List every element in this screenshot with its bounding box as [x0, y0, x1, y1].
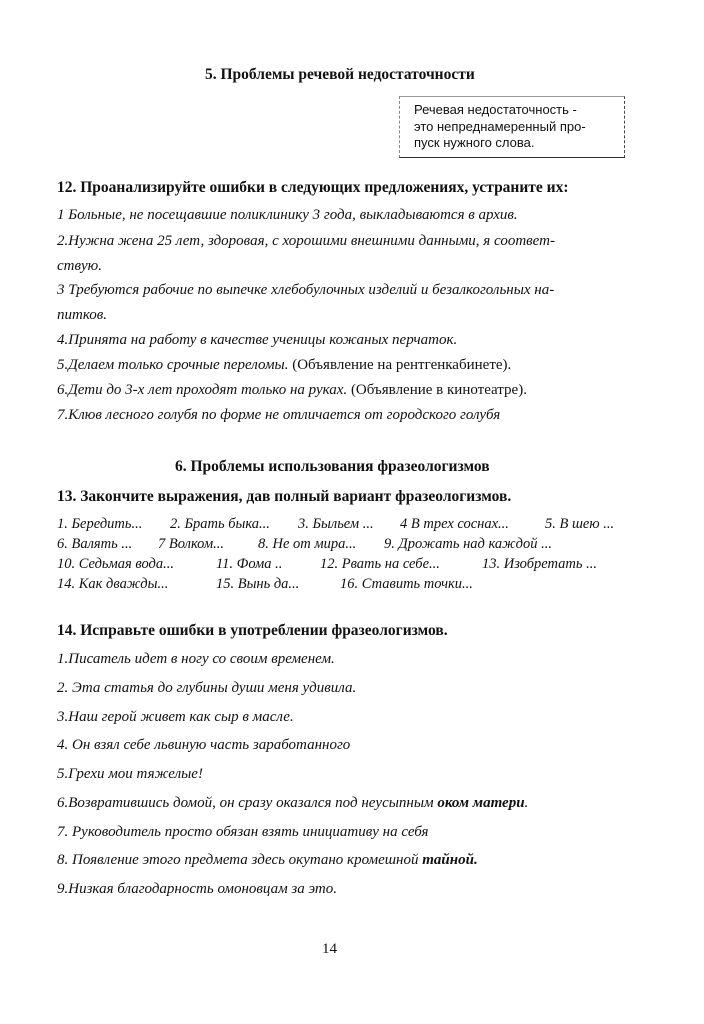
phrase-item: 9. Дрожать над каждой ...: [384, 536, 553, 552]
phrase-item: 2. Брать быка...: [170, 516, 270, 532]
phrase-item: 14. Как дважды...: [57, 576, 169, 592]
phrase-item: 10. Седьмая вода...: [57, 556, 175, 572]
exercise-12-line: ствую.: [57, 258, 102, 274]
section-title-5: 5. Проблемы речевой недостаточности: [205, 66, 475, 83]
phrase-item: 13. Изобретать ...: [482, 556, 598, 572]
phrase-item: 8. Не от мира...: [258, 536, 357, 552]
exercise-12-line: 4.Принята на работу в качестве ученицы кожаных перчаток.: [57, 332, 458, 348]
line-text: 6.Возвратившись домой, он сразу оказался под неусыпным: [57, 795, 438, 811]
phrase-item: 4 В трех соснах...: [400, 516, 509, 532]
exercise-14-line: 1.Писатель идет в ногу со своим временем.: [57, 651, 335, 667]
definition-line: Речевая недостаточность -: [414, 102, 577, 117]
line-text: 8. Появление этого предмета здесь окутано кромешной: [57, 852, 423, 868]
line-end: .: [524, 795, 529, 811]
exercise-12-line: 3 Требуются рабочие по выпечке хлебобулочных изделий и безалкогольных на-: [57, 282, 555, 298]
line-note: (Объявление в кинотеатре).: [347, 382, 527, 398]
section-title-6: 6. Проблемы использования фразеологизмов: [175, 458, 490, 475]
exercise-14-line: 5.Грехи мои тяжелые!: [57, 766, 203, 782]
phrase-item: 5. В шею ...: [545, 516, 615, 532]
exercise-12-line: 2.Нужна жена 25 лет, здоровая, с хорошими внешними данными, я соответ-: [57, 233, 555, 249]
phrase-item: 7 Волком...: [158, 536, 225, 552]
phrase-item: 6. Валять ...: [57, 536, 133, 552]
phrase-item: 12. Рвать на себе...: [320, 556, 440, 572]
exercise-12-line: [57, 382, 527, 399]
exercise-12-line: питков.: [57, 307, 108, 323]
line-note: (Объявление на рентгенкабинете).: [288, 357, 512, 373]
line-emphasis: оком матери: [437, 795, 525, 811]
exercise-12-heading: 12. Проанализируйте ошибки в следующих предложениях, устраните их:: [57, 179, 569, 196]
phrase-item: 16. Ставить точки...: [340, 576, 473, 592]
exercise-14-line: [57, 852, 478, 869]
phrase-item: 1. Бередить...: [57, 516, 143, 532]
definition-box: [399, 96, 625, 158]
exercise-14-line: 2. Эта статья до глубины души меня удивила.: [57, 680, 357, 696]
page-number: 14: [322, 941, 337, 957]
phrase-item: 15. Вынь да...: [216, 576, 300, 592]
exercise-14-line: 4. Он взял себе львиную часть заработанного: [57, 737, 351, 753]
phrase-item: 3. Быльем ...: [298, 516, 374, 532]
line-text: 6.Дети до 3-х лет проходят только на руках.: [57, 382, 348, 398]
definition-line: пуск нужного слова.: [414, 135, 535, 150]
definition-line: это непреднамеренный про-: [414, 118, 586, 134]
line-emphasis: тайной.: [422, 852, 478, 868]
exercise-12-line: [57, 357, 511, 374]
exercise-14-line: [57, 795, 528, 812]
phrase-item: 11. Фома ..: [216, 556, 283, 572]
exercise-12-line: 1 Больные, не посещавшие поликлинику 3 года, выкладываются в архив.: [57, 207, 518, 223]
exercise-13-heading: 13. Закончите выражения, дав полный вариант фразеологизмов.: [57, 488, 512, 505]
exercise-14-line: 7. Руководитель просто обязан взять инициативу на себя: [57, 824, 429, 840]
line-text: 5.Делаем только срочные переломы.: [57, 357, 289, 373]
exercise-14-line: 3.Наш герой живет как сыр в масле.: [57, 709, 294, 725]
exercise-14-heading: 14. Исправьте ошибки в употреблении фразеологизмов.: [57, 622, 448, 639]
exercise-14-line: 9.Низкая благодарность омоновцам за это.: [57, 881, 338, 897]
exercise-12-line: 7.Клюв лесного голубя по форме не отличается от городского голубя: [57, 407, 501, 423]
